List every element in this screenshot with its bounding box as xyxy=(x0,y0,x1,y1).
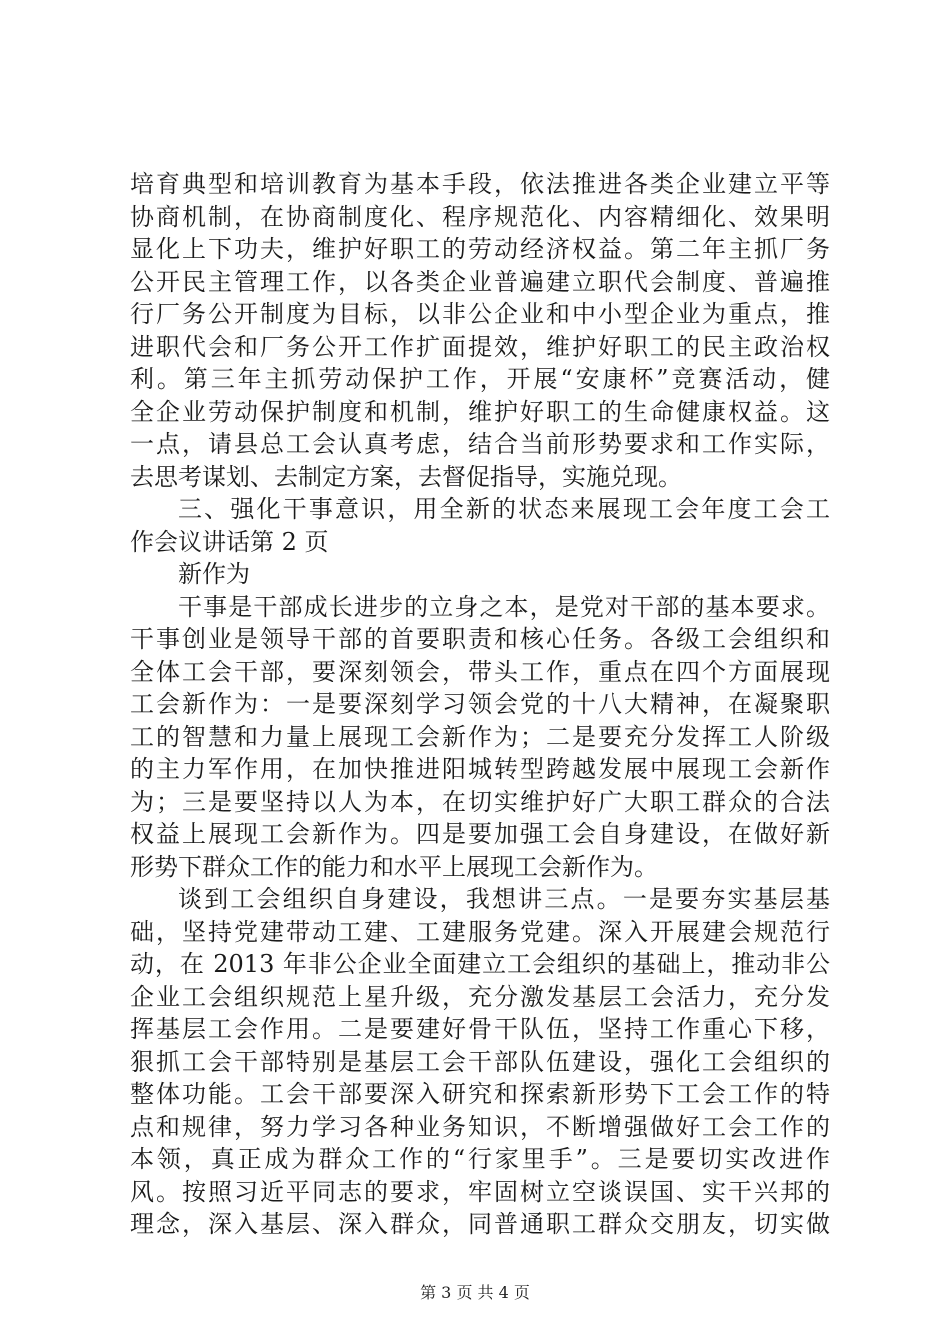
text-line: 新作为 xyxy=(178,560,250,588)
text-line: 去思考谋划、去制定方案，去督促指导，实施兑现。 xyxy=(130,462,682,491)
text-line: 谈到工会组织自身建设，我想讲三点。一是要夯实基层基 xyxy=(178,885,830,913)
text-line: 动，在 2013 年非公企业全面建立工会组织的基础上，推动非公 xyxy=(130,950,830,978)
text-line: 三、强化干事意识，用全新的状态来展现工会年度工会工 xyxy=(178,495,830,523)
text-line: 一点，请县总工会认真考虑，结合当前形势要求和工作实际， xyxy=(130,430,830,458)
text-line: 整体功能。工会干部要深入研究和探索新形势下工会工作的特 xyxy=(130,1080,830,1108)
text-line: 干事创业是领导干部的首要职责和核心任务。各级工会组织和 xyxy=(130,625,830,653)
text-line: 理念，深入基层、深入群众，同普通职工群众交朋友，切实做 xyxy=(130,1210,830,1238)
text-line: 全企业劳动保护制度和机制，维护好职工的生命健康权益。这 xyxy=(130,397,830,426)
text-line: 狠抓工会干部特别是基层工会干部队伍建设，强化工会组织的 xyxy=(130,1047,830,1076)
text-line: 础，坚持党建带动工建、工建服务党建。深入开展建会规范行 xyxy=(130,917,830,946)
text-line: 进职代会和厂务公开工作扩面提效，维护好职工的民主政治权 xyxy=(130,332,830,361)
text-line: 全体工会干部，要深刻领会，带头工作，重点在四个方面展现 xyxy=(130,657,830,686)
text-line: 形势下群众工作的能力和水平上展现工会新作为。 xyxy=(130,852,658,881)
text-line: 的主力军作用，在加快推进阳城转型跨越发展中展现工会新作 xyxy=(130,755,830,783)
text-line: 作会议讲话第 2 页 xyxy=(130,527,329,556)
text-line: 为；三是要坚持以人为本，在切实维护好广大职工群众的合法 xyxy=(130,787,830,816)
text-line: 干事是干部成长进步的立身之本，是党对干部的基本要求。 xyxy=(178,592,830,621)
text-line: 挥基层工会作用。二是要建好骨干队伍，坚持工作重心下移， xyxy=(130,1015,830,1043)
text-line: 企业工会组织规范上星升级，充分激发基层工会活力，充分发 xyxy=(130,982,830,1011)
text-line: 风。按照习近平同志的要求，牢固树立空谈误国、实干兴邦的 xyxy=(130,1177,830,1206)
text-line: 行厂务公开制度为目标，以非公企业和中小型企业为重点，推 xyxy=(130,300,830,328)
text-line: 点和规律，努力学习各种业务知识，不断增强做好工会工作的 xyxy=(130,1112,830,1141)
text-line: 工会新作为：一是要深刻学习领会党的十八大精神，在凝聚职 xyxy=(130,690,830,718)
text-line: 显化上下功夫，维护好职工的劳动经济权益。第二年主抓厂务 xyxy=(130,235,830,263)
document-body xyxy=(130,168,830,1241)
text-line: 本领，真正成为群众工作的“行家里手”。三是要切实改进作 xyxy=(130,1145,830,1173)
text-line: 权益上展现工会新作为。四是要加强工会自身建设，在做好新 xyxy=(130,820,830,848)
text-line: 协商机制，在协商制度化、程序规范化、内容精细化、效果明 xyxy=(130,202,830,231)
text-line: 工的智慧和力量上展现工会新作为；二是要充分发挥工人阶级 xyxy=(130,722,830,751)
text-line: 公开民主管理工作，以各类企业普遍建立职代会制度、普遍推 xyxy=(130,267,830,296)
text-line: 利。第三年主抓劳动保护工作，开展“安康杯”竞赛活动，健 xyxy=(130,365,830,393)
text-line: 培育典型和培训教育为基本手段，依法推进各类企业建立平等 xyxy=(130,170,830,198)
page-footer: 第 3 页 共 4 页 xyxy=(420,1283,530,1302)
